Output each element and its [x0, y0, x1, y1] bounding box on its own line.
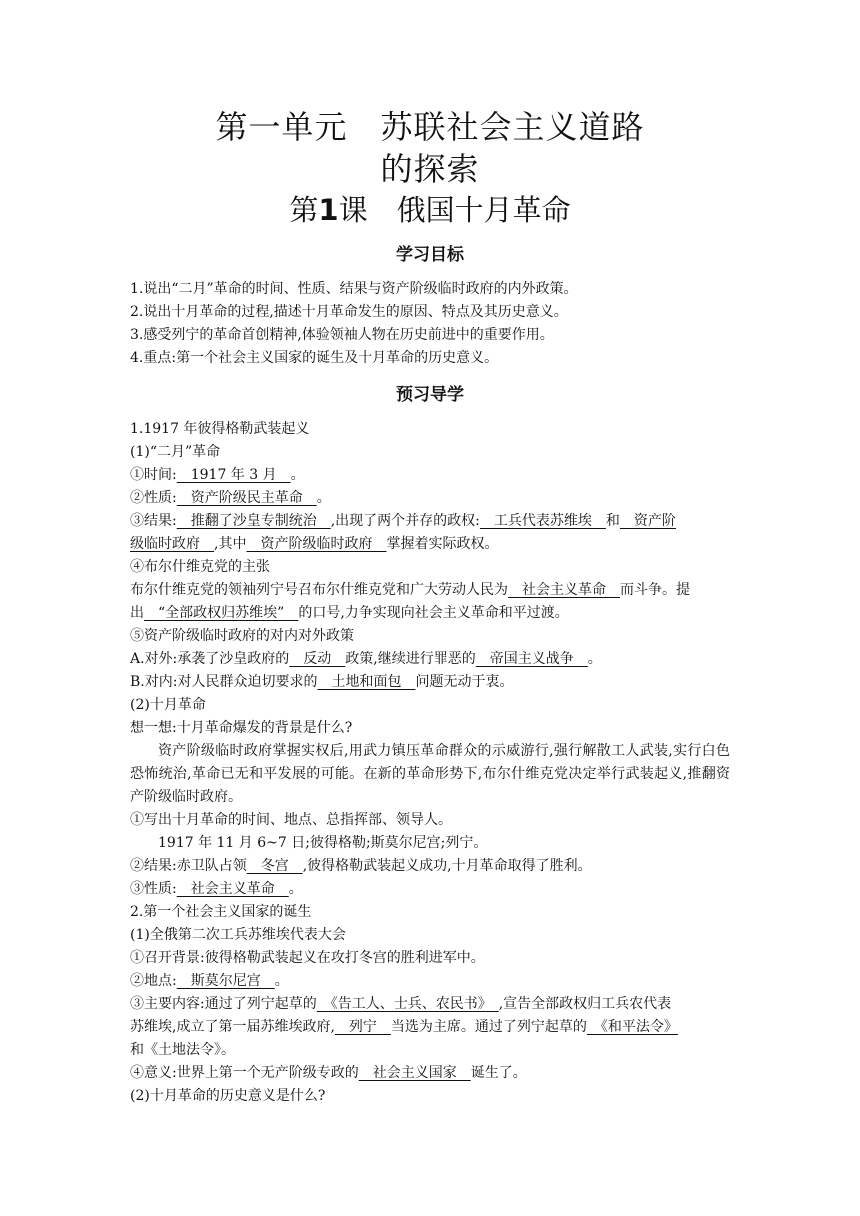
subsection-congress: (1)全俄第二次工兵苏维埃代表大会: [130, 927, 346, 943]
subsection-significance: (2)十月革命的历史意义是什么?: [130, 1088, 326, 1104]
goals-heading: 学习目标: [396, 245, 464, 265]
text: 和: [605, 513, 620, 529]
lesson-title: [130, 190, 730, 230]
lesson-prefix: 第: [289, 193, 319, 227]
text: 。: [274, 973, 289, 989]
answer-blank: 社会主义革命: [176, 881, 289, 897]
policy-domestic-line: [130, 671, 730, 694]
label: ②地点:: [130, 973, 177, 989]
feb-time-line: [130, 464, 730, 487]
subsection-oct-revolution: (2)十月革命: [130, 697, 206, 713]
policy-foreign-line: [130, 648, 730, 671]
background-paragraph: 资产阶级临时政府掌握实权后,用武力镇压革命群众的示威游行,强行解散工人武装,实行白色恐怖统治,革命已无和平发展的可能。在新的革命形势下,布尔什维克党决定举行武装起义,推翻资产阶级临时政府。: [130, 743, 730, 805]
answer-blank: 资产阶: [619, 513, 676, 529]
text: 。: [587, 651, 602, 667]
text: 的口号,力争实现向社会主义革命和平过渡。: [298, 605, 569, 621]
answer-blank: 社会主义革命: [508, 582, 620, 598]
congress-content-line-3: 和《土地法令》。: [130, 1042, 235, 1058]
section-1-heading: 1.1917 年彼得格勒武装起义: [130, 421, 310, 437]
oct-result-line: [130, 855, 730, 878]
text: B.对内:对人民群众迫切要求的: [130, 674, 318, 690]
oct-nature-line: [130, 878, 730, 901]
feb-nature-line: [130, 487, 730, 510]
text: 当选为主席。通过了列宁起草的: [390, 1019, 587, 1035]
text: 而斗争。提: [620, 582, 690, 598]
text: ②结果:赤卫队占领: [130, 858, 247, 874]
answer-blank: 冬宫: [246, 858, 303, 874]
label: ③结果:: [130, 513, 177, 529]
goal-item-2: 2.说出十月革命的过程,描述十月革命发生的原因、特点及其历史意义。: [130, 304, 568, 320]
congress-place-line: [130, 970, 730, 993]
text: ④意义:世界上第一个无产阶级专政的: [130, 1065, 359, 1081]
text: 苏维埃,成立了第一届苏维埃政府,: [130, 1019, 335, 1035]
text: ③主要内容:通过了列宁起草的: [130, 996, 317, 1012]
text: 。: [316, 490, 331, 506]
oct-answer-1: 1917 年 11 月 6~7 日;彼得格勒;斯莫尔尼宫;列宁。: [158, 835, 488, 851]
text: 诞生了。: [470, 1065, 527, 1081]
preview-heading: 预习导学: [396, 385, 464, 405]
answer-blank: 推翻了沙皇专制统治: [176, 513, 331, 529]
feb-result-line-1: [130, 510, 730, 533]
text: ,彼得格勒武装起义成功,十月革命取得了胜利。: [302, 858, 592, 874]
text: A.对外:承袭了沙皇政府的: [130, 651, 290, 667]
text: 掌握着实际政权。: [386, 536, 499, 552]
answer-blank: 反动: [289, 651, 346, 667]
congress-significance-line: [130, 1062, 730, 1085]
answer-blank: 资产阶级临时政府: [246, 536, 387, 552]
goal-item-1: 1.说出“二月”革命的时间、性质、结果与资产阶级临时政府的内外政策。: [130, 281, 578, 297]
text: 政策,继续进行罪恶的: [345, 651, 476, 667]
policy-heading: ⑤资产阶级临时政府的对内对外政策: [130, 628, 354, 644]
text: ,出现了两个并存的政权:: [330, 513, 480, 529]
text: 。: [290, 467, 305, 483]
text: 出: [130, 605, 144, 621]
answer-blank: 1917 年 3 月: [176, 467, 291, 483]
answer-blank: 资产阶级民主革命: [176, 490, 317, 506]
label: ③性质:: [130, 881, 177, 897]
answer-blank: 社会主义国家: [358, 1065, 471, 1081]
answer-blank: 土地和面包: [317, 674, 416, 690]
feb-result-line-2: [130, 533, 730, 556]
lesson-number: 1: [318, 193, 339, 227]
label: ②性质:: [130, 490, 177, 506]
answer-blank: 列宁: [334, 1019, 391, 1035]
party-heading: ④布尔什维克党的主张: [130, 559, 270, 575]
lesson-suffix: 课 俄国十月革命: [338, 193, 571, 227]
text: 。: [288, 881, 303, 897]
goal-item-3: 3.感受列宁的革命首创精神,体验领袖人物在历史前进中的重要作用。: [130, 327, 554, 343]
answer-blank: 级临时政府: [130, 536, 214, 552]
answer-blank: “全部政权归苏维埃”: [144, 605, 299, 621]
answer-blank: 《告工人、士兵、农民书》: [316, 996, 499, 1012]
think-question: 想一想:十月革命爆发的背景是什么?: [130, 720, 353, 736]
answer-blank: 斯莫尔尼宫: [176, 973, 275, 989]
goal-item-4: 4.重点:第一个社会主义国家的诞生及十月革命的历史意义。: [130, 350, 499, 366]
party-line-1: [130, 579, 730, 602]
answer-blank: 帝国主义战争: [475, 651, 588, 667]
section-2-heading: 2.第一个社会主义国家的诞生: [130, 904, 312, 920]
label: ①时间:: [130, 467, 177, 483]
document-page: [130, 106, 730, 1108]
answer-blank: 工兵代表苏维埃: [479, 513, 606, 529]
text: 问题无动于衷。: [415, 674, 514, 690]
text: ,其中: [214, 536, 247, 552]
answer-blank: 《和平法令》: [586, 1019, 678, 1035]
unit-title-line1: 第一单元 苏联社会主义道路: [215, 108, 645, 146]
party-line-2: [130, 602, 730, 625]
text: 布尔什维克党的领袖列宁号召布尔什维克党和广大劳动人民为: [130, 582, 508, 598]
congress-content-line-1: [130, 993, 730, 1016]
congress-background: ①召开背景:彼得格勒武装起义在攻打冬宫的胜利进军中。: [130, 950, 485, 966]
unit-title-line2: 的探索: [380, 150, 480, 188]
oct-question-1: ①写出十月革命的时间、地点、总指挥部、领导人。: [130, 812, 452, 828]
congress-content-line-2: [130, 1016, 730, 1039]
text: ,宣告全部政权归工兵农代表: [498, 996, 672, 1012]
title-block: [130, 106, 730, 230]
subsection-feb-revolution: (1)“二月”革命: [130, 444, 221, 460]
